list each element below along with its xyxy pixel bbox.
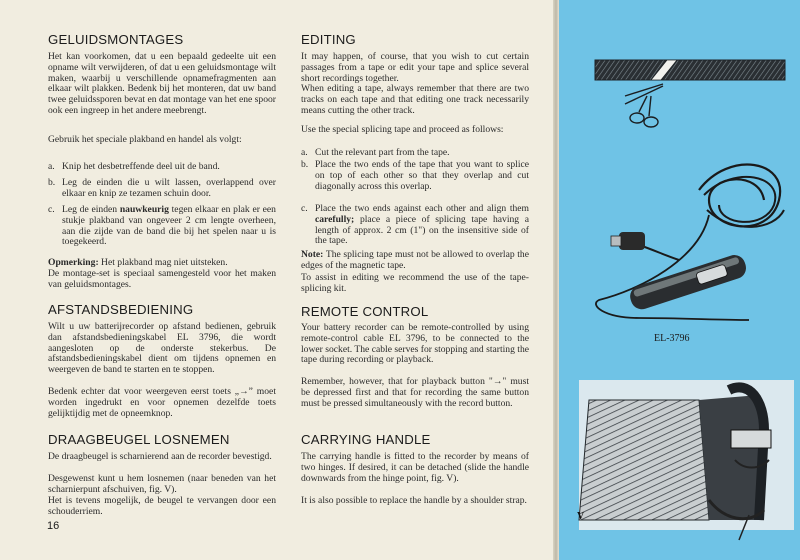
heading-carrying-handle: CARRYING HANDLE <box>301 432 431 447</box>
db-p1: De draagbeugel is scharnierend aan de recorder bevestigd. <box>48 451 272 462</box>
illustration-page <box>559 0 800 560</box>
heading-editing: EDITING <box>301 32 356 47</box>
ed-step-b: b. Place the two ends of the tape that you want to splice on top of each other so that they overlap and cut diagonally across this overlap. <box>301 159 529 192</box>
ed-step-a: a. Cut the relevant part from the tape. <box>301 147 450 158</box>
af-intro: Wilt u uw batterijrecorder op afstand bedienen, gebruik dan afstandsbedieningskabel EL 3796, die wordt aangesloten op de onderste stekerbus. De afstandsbedieningskabel dient om tijdens opnemen en weergeven de band te starten en te stoppen. <box>48 321 276 376</box>
rc-remember: Remember, however, that for playback button "→" must be depressed first and that for recording the same button must be pressed simultaneously with the record button. <box>301 376 529 409</box>
spliced-tape-illustration <box>595 60 785 80</box>
rc-intro: Your battery recorder can be remote-controlled by using remote-control cable EL 3796, to be connected to the lower socket. The cable serves for stopping and starting the tape during recording or playback. <box>301 322 529 366</box>
page-number: 16 <box>47 520 60 532</box>
gm-usage: Gebruik het speciale plakband en handel als volgt: <box>48 134 242 145</box>
ed-intro: It may happen, of course, that you wish to cut certain passages from a tape or edit your tape and splice several short recordings together. <box>301 51 529 84</box>
illustrations <box>559 0 800 560</box>
gm-note: Opmerking: Het plakband mag niet uitsteken. <box>48 257 228 268</box>
ed-step-c: c. Place the two ends against each other and align them carefully; place a piece of splicing tape having a length of approx. 2 cm (1") on the insensitive side of the tape. <box>301 203 529 247</box>
gm-step-c: c. Leg de einden nauwkeurig tegen elkaar en plak er een stukje plakband van ongeveer 2 cm lengte overheen, aan die zijde van de band die bij het spelen naar u is toegekeerd. <box>48 204 276 248</box>
gm-montage-set: De montage-set is speciaal samengesteld voor het maken van geluidsmontages. <box>48 268 276 290</box>
heading-draagbeugel: DRAAGBEUGEL LOSNEMEN <box>48 432 230 447</box>
remote-control-cable-illustration <box>596 165 784 320</box>
heading-geluidsmontages: GELUIDSMONTAGES <box>48 32 184 47</box>
db-p2: Desgewenst kunt u hem losnemen (naar beneden van het scharnierpunt afschuiven, fig. V). <box>48 473 276 495</box>
ch-p2: It is also possible to replace the handle by a shoulder strap. <box>301 495 527 506</box>
gm-step-b: b. Leg de einden die u wilt lassen, overlappend over elkaar en knip ze tezamen schuin door. <box>48 177 276 199</box>
ed-usage: Use the special splicing tape and proceed as follows: <box>301 124 504 135</box>
af-note: Bedenk echter dat voor weergeven eerst toets „→” moet worden ingedrukt en voor opnemen dezelfde toets gelijktijdig met de opneemknop. <box>48 386 276 419</box>
ch-p1: The carrying handle is fitted to the recorder by means of two hinges. If desired, it can be detached (slide the handle downwards from the hinge point, fig. V). <box>301 451 529 484</box>
db-p3: Het is tevens mogelijk, de beugel te vervangen door een schouderriem. <box>48 495 276 517</box>
ed-kit: To assist in editing we recommend the use of the tape-splicing kit. <box>301 272 529 294</box>
gm-step-a: a. Knip het desbetreffende deel uit de band. <box>48 161 220 172</box>
ed-note: Note: The splicing tape must not be allowed to overlap the edges of the magnetic tape. <box>301 249 529 271</box>
ed-tracks: When editing a tape, always remember that there are two tracks on each tape and that editing one track necessarily means cutting the other track. <box>301 83 529 116</box>
figure-label: V <box>577 511 585 522</box>
cable-caption: EL-3796 <box>654 333 690 344</box>
scissors-icon <box>625 84 663 127</box>
heading-remote-control: REMOTE CONTROL <box>301 304 429 319</box>
recorder-handle-illustration <box>579 380 794 540</box>
gm-intro: Het kan voorkomen, dat u een bepaald gedeelte uit een opname wilt verwijderen, of dat u een geluidsmontage wilt maken, waarbij u verschillende opnamefragmenten aan elkaar wilt plakken. Bedenk bij het monteren, dat uw band twee geluidssporen bevat en dat montage van het ene spoor ook een ingreep in het andere meebrengt. <box>48 51 276 116</box>
heading-afstandsbediening: AFSTANDSBEDIENING <box>48 302 194 317</box>
